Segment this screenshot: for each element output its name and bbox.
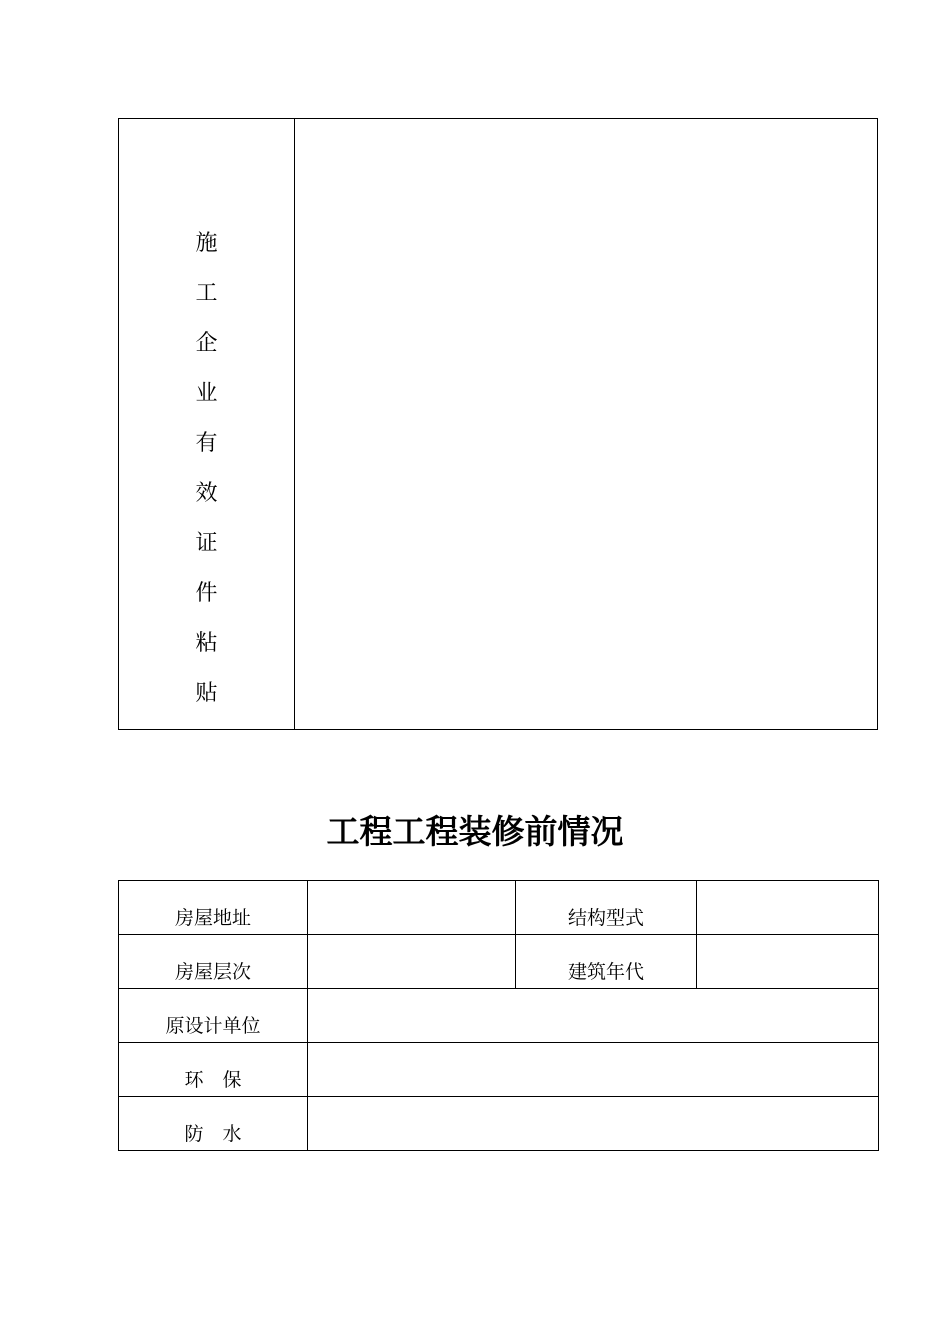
house-floors-field[interactable] xyxy=(308,935,516,989)
table-row xyxy=(119,989,879,1043)
label-char: 效 xyxy=(195,481,218,506)
label-char: 工 xyxy=(195,281,218,306)
label-char: 粘 xyxy=(195,631,218,656)
table-row xyxy=(119,1097,879,1151)
label-char: 贴 xyxy=(195,681,218,706)
label-char: 证 xyxy=(195,531,218,556)
table-row xyxy=(119,881,879,935)
waterproof-label: 防 水 xyxy=(119,1097,308,1151)
waterproof-field[interactable] xyxy=(308,1097,879,1151)
certificate-attachment-box xyxy=(118,118,878,730)
label-char: 件 xyxy=(195,581,218,606)
house-address-label: 房屋地址 xyxy=(119,881,308,935)
environment-label: 环 保 xyxy=(119,1043,308,1097)
label-char: 有 xyxy=(195,431,218,456)
attachment-label-cell xyxy=(119,119,295,730)
original-designer-label: 原设计单位 xyxy=(119,989,308,1043)
house-address-field[interactable] xyxy=(308,881,516,935)
attachment-paste-area[interactable] xyxy=(295,119,878,730)
original-designer-field[interactable] xyxy=(308,989,879,1043)
build-year-field[interactable] xyxy=(697,935,879,989)
section-title: 工程工程装修前情况 xyxy=(326,812,624,851)
pre-renovation-info-table xyxy=(118,880,879,1151)
attachment-vertical-label xyxy=(119,219,294,729)
build-year-label: 建筑年代 xyxy=(516,935,697,989)
table-row xyxy=(119,935,879,989)
house-floors-label: 房屋层次 xyxy=(119,935,308,989)
structure-type-field[interactable] xyxy=(697,881,879,935)
label-char: 施 xyxy=(195,231,218,256)
structure-type-label: 结构型式 xyxy=(516,881,697,935)
table-row xyxy=(119,1043,879,1097)
environment-field[interactable] xyxy=(308,1043,879,1097)
label-char: 业 xyxy=(195,381,218,406)
label-char: 企 xyxy=(195,331,218,356)
